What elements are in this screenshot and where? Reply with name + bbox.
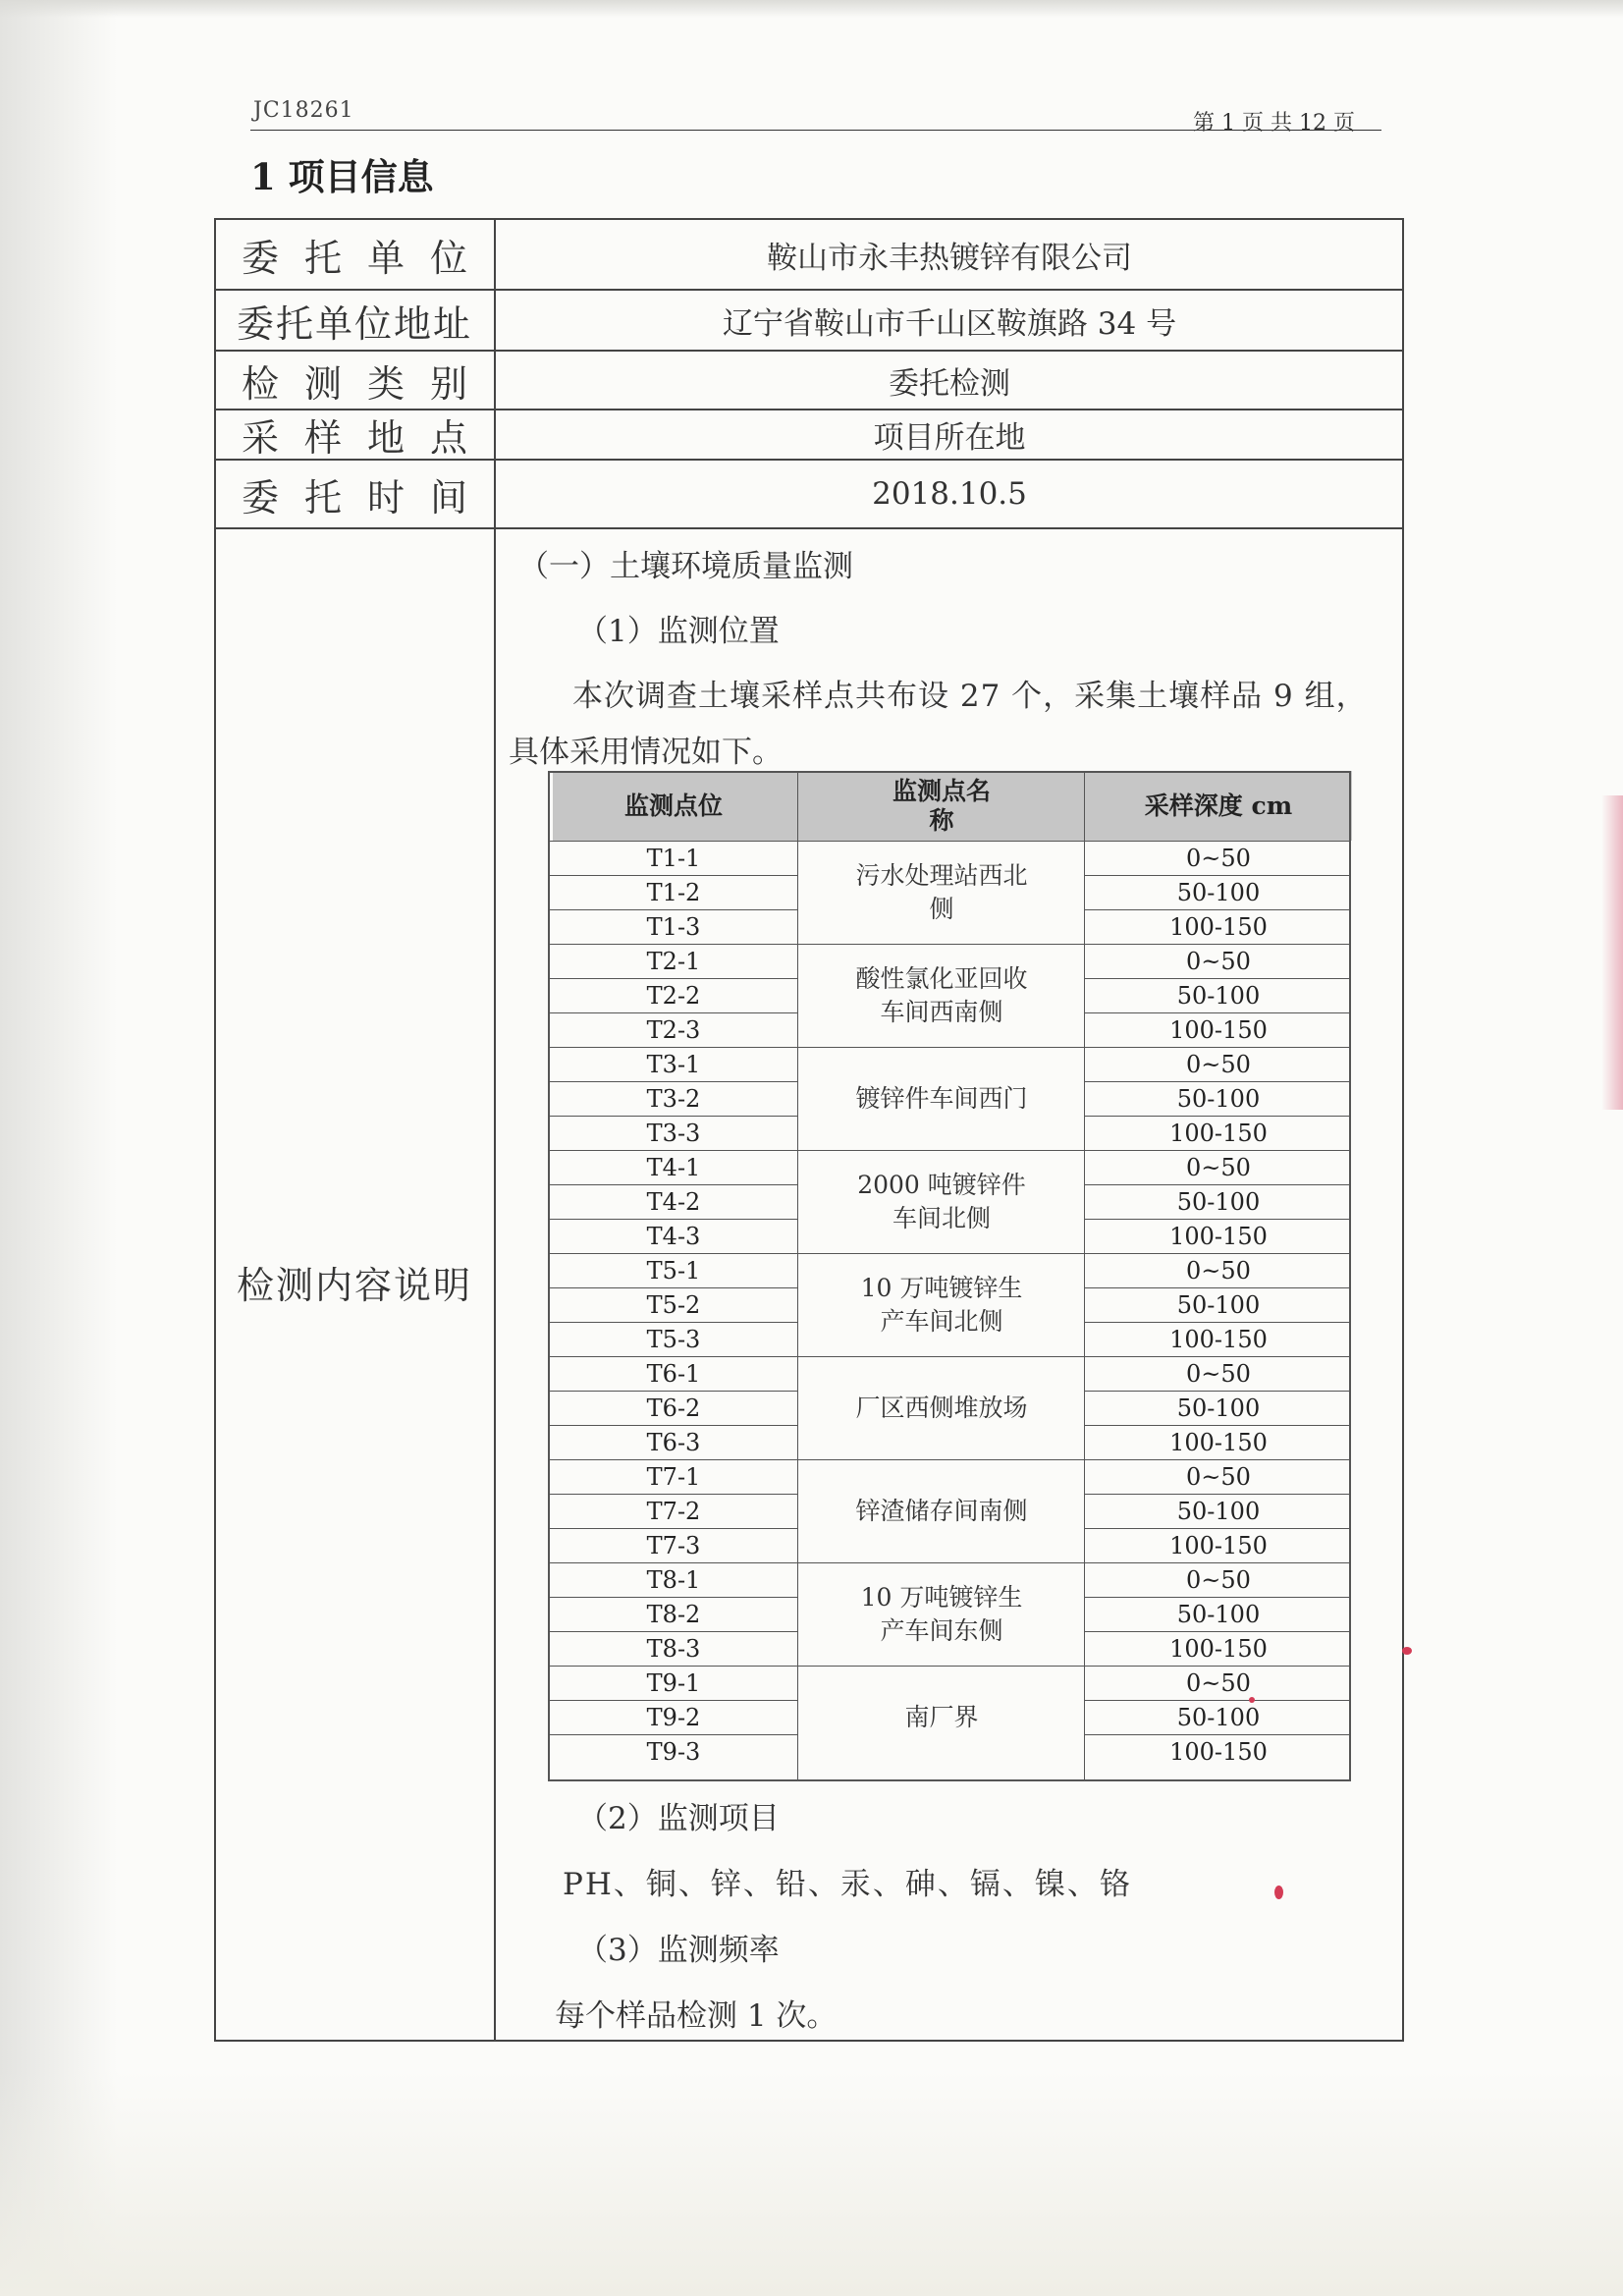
- depth-cell: 50-100: [1176, 878, 1261, 906]
- depth-cell: 50-100: [1176, 1600, 1261, 1628]
- point-name-cell: 污水处理站西北侧: [855, 860, 1028, 923]
- depth-cell: 50-100: [1176, 1703, 1261, 1731]
- ink-speck: [1402, 1647, 1412, 1655]
- row-divider: [214, 527, 1404, 529]
- row-divider: [548, 1700, 797, 1701]
- depth-cell: 0~50: [1186, 1153, 1251, 1181]
- scan-top-shadow: [0, 0, 1623, 18]
- row-divider: [548, 1631, 797, 1632]
- depth-cell: 0~50: [1186, 1565, 1251, 1594]
- subheading-location: （1）监测位置: [577, 614, 780, 649]
- point-id-cell: T2-3: [646, 1015, 701, 1044]
- header-point: 监测点位: [623, 791, 723, 820]
- point-id-cell: T1-2: [646, 878, 701, 906]
- row-divider: [548, 909, 797, 910]
- depth-cell: 100-150: [1169, 1531, 1268, 1559]
- depth-cell: 0~50: [1186, 1359, 1251, 1388]
- point-id-cell: T4-2: [646, 1187, 701, 1216]
- row-divider: [548, 1459, 1351, 1460]
- row-divider: [548, 1734, 797, 1735]
- point-name-cell: 10 万吨镀锌生产车间北侧: [860, 1273, 1023, 1336]
- doc-id: JC18261: [253, 98, 354, 123]
- row-divider: [1084, 1322, 1351, 1323]
- row-divider: [1084, 1081, 1351, 1082]
- paragraph-line-1: 本次调查土壤采样点共布设 27 个，采集土壤样品 9 组，: [572, 679, 1368, 714]
- point-id-cell: T5-1: [646, 1256, 701, 1285]
- row-divider: [1084, 1425, 1351, 1426]
- row-divider: [1084, 1700, 1351, 1701]
- row-divider: [548, 1562, 1351, 1563]
- scan-left-shadow: [0, 0, 118, 2296]
- point-id-cell: T4-3: [646, 1222, 701, 1250]
- point-id-cell: T9-3: [646, 1737, 701, 1766]
- row-divider: [548, 1219, 797, 1220]
- depth-cell: 0~50: [1186, 844, 1251, 872]
- point-id-cell: T8-2: [646, 1600, 701, 1628]
- row-divider: [1084, 1116, 1351, 1117]
- point-id-cell: T4-1: [646, 1153, 701, 1181]
- point-name-cell: 镀锌件车间西门: [855, 1083, 1028, 1113]
- point-id-cell: T6-2: [646, 1394, 701, 1422]
- point-id-cell: T3-3: [646, 1119, 701, 1147]
- row-divider: [548, 978, 797, 979]
- section-title: 1 项目信息: [250, 155, 434, 198]
- row-divider: [548, 1253, 1351, 1254]
- header-point-name: 监测点名称: [893, 776, 992, 835]
- depth-cell: 50-100: [1176, 1394, 1261, 1422]
- monitoring-items: PH、铜、锌、铅、汞、砷、镉、镍、铬: [563, 1867, 1132, 1902]
- point-id-cell: T6-3: [646, 1428, 701, 1456]
- subheading-items: （2）监测项目: [577, 1801, 780, 1836]
- depth-cell: 100-150: [1169, 1634, 1268, 1663]
- header-rule: [250, 130, 1381, 131]
- row-divider: [1084, 978, 1351, 979]
- point-id-cell: T3-1: [646, 1050, 701, 1078]
- content-heading: （一）土壤环境质量监测: [518, 549, 853, 584]
- subheading-frequency: （3）监测频率: [577, 1933, 780, 1968]
- ink-speck: [1249, 1697, 1255, 1703]
- depth-cell: 100-150: [1169, 1015, 1268, 1044]
- label-client: 委托单位: [242, 236, 494, 280]
- paragraph-line-2: 具体采用情况如下。: [509, 735, 783, 770]
- row-divider: [1084, 875, 1351, 876]
- row-divider: [1084, 1528, 1351, 1529]
- point-id-cell: T5-2: [646, 1290, 701, 1319]
- label-test-type: 检测类别: [242, 361, 494, 406]
- column-divider: [797, 771, 798, 1781]
- point-id-cell: T9-1: [646, 1668, 701, 1697]
- depth-cell: 50-100: [1176, 1497, 1261, 1525]
- depth-cell: 50-100: [1176, 1084, 1261, 1113]
- row-divider: [548, 1356, 1351, 1357]
- depth-cell: 100-150: [1169, 1119, 1268, 1147]
- row-divider: [1084, 1287, 1351, 1288]
- depth-cell: 100-150: [1169, 912, 1268, 941]
- point-id-cell: T1-1: [646, 844, 701, 872]
- point-id-cell: T2-2: [646, 981, 701, 1010]
- value-client: 鞍山市永丰热镀锌有限公司: [767, 240, 1132, 276]
- row-divider: [548, 1012, 797, 1013]
- depth-cell: 0~50: [1186, 1462, 1251, 1491]
- depth-cell: 100-150: [1169, 1325, 1268, 1353]
- row-divider: [548, 1494, 797, 1495]
- scan-bottom-shade: [0, 2070, 1623, 2296]
- value-commission-date: 2018.10.5: [872, 476, 1027, 512]
- point-name-cell: 酸性氯化亚回收车间西南侧: [855, 963, 1028, 1026]
- point-id-cell: T3-2: [646, 1084, 701, 1113]
- row-divider: [548, 1150, 1351, 1151]
- row-divider: [548, 875, 797, 876]
- point-name-cell: 2000 吨镀锌件车间北侧: [857, 1170, 1026, 1232]
- row-divider: [548, 1425, 797, 1426]
- row-divider: [548, 1528, 797, 1529]
- page-number: 第 1 页 共 12 页: [1193, 111, 1355, 136]
- row-divider: [1084, 1597, 1351, 1598]
- row-divider: [548, 944, 1351, 945]
- row-divider: [548, 1322, 797, 1323]
- point-id-cell: T8-3: [646, 1634, 701, 1663]
- row-divider: [1084, 909, 1351, 910]
- row-divider: [548, 1666, 1351, 1667]
- label-client-address: 委托单位地址: [236, 301, 472, 346]
- frequency-text: 每个样品检测 1 次。: [555, 1998, 838, 2034]
- row-divider: [1084, 1219, 1351, 1220]
- point-name-cell: 锌渣储存间南侧: [855, 1496, 1028, 1525]
- ink-speck: [1274, 1886, 1283, 1899]
- depth-cell: 100-150: [1169, 1222, 1268, 1250]
- depth-cell: 50-100: [1176, 1187, 1261, 1216]
- point-name-cell: 南厂界: [904, 1702, 979, 1731]
- value-test-type: 委托检测: [889, 365, 1010, 402]
- row-divider: [1084, 1391, 1351, 1392]
- header-depth: 采样深度 cm: [1144, 791, 1293, 820]
- depth-cell: 50-100: [1176, 981, 1261, 1010]
- column-divider: [494, 218, 496, 2042]
- depth-cell: 100-150: [1169, 1737, 1268, 1766]
- row-divider: [1084, 1012, 1351, 1013]
- point-id-cell: T8-1: [646, 1565, 701, 1594]
- label-sampling-site: 采样地点: [242, 416, 494, 460]
- row-divider: [548, 1391, 797, 1392]
- row-divider: [1084, 1184, 1351, 1185]
- row-divider: [548, 1597, 797, 1598]
- depth-cell: 50-100: [1176, 1290, 1261, 1319]
- column-divider: [1084, 771, 1085, 1781]
- depth-cell: 0~50: [1186, 947, 1251, 975]
- depth-cell: 100-150: [1169, 1428, 1268, 1456]
- point-id-cell: T6-1: [646, 1359, 701, 1388]
- row-divider: [1084, 1631, 1351, 1632]
- point-id-cell: T7-1: [646, 1462, 701, 1491]
- point-name-cell: 厂区西侧堆放场: [855, 1393, 1028, 1422]
- point-id-cell: T7-3: [646, 1531, 701, 1559]
- point-id-cell: T9-2: [646, 1703, 701, 1731]
- row-divider: [548, 841, 1351, 842]
- depth-cell: 0~50: [1186, 1050, 1251, 1078]
- depth-cell: 0~50: [1186, 1668, 1251, 1697]
- point-id-cell: T7-2: [646, 1497, 701, 1525]
- row-divider: [1084, 1734, 1351, 1735]
- value-sampling-site: 项目所在地: [873, 420, 1026, 456]
- label-commission-date: 委托时间: [242, 475, 494, 519]
- value-client-address: 辽宁省鞍山市千山区鞍旗路 34 号: [722, 305, 1177, 342]
- point-id-cell: T2-1: [646, 947, 701, 975]
- row-divider: [548, 1184, 797, 1185]
- row-divider: [548, 1081, 797, 1082]
- row-divider: [548, 1116, 797, 1117]
- point-name-cell: 10 万吨镀锌生产车间东侧: [860, 1582, 1023, 1645]
- point-id-cell: T5-3: [646, 1325, 701, 1353]
- row-divider: [548, 1047, 1351, 1048]
- row-divider: [1084, 1494, 1351, 1495]
- depth-cell: 0~50: [1186, 1256, 1251, 1285]
- row-divider: [548, 1287, 797, 1288]
- seal-edge-mark: [1601, 795, 1623, 1110]
- label-test-content: 检测内容说明: [236, 1263, 472, 1307]
- point-id-cell: T1-3: [646, 912, 701, 941]
